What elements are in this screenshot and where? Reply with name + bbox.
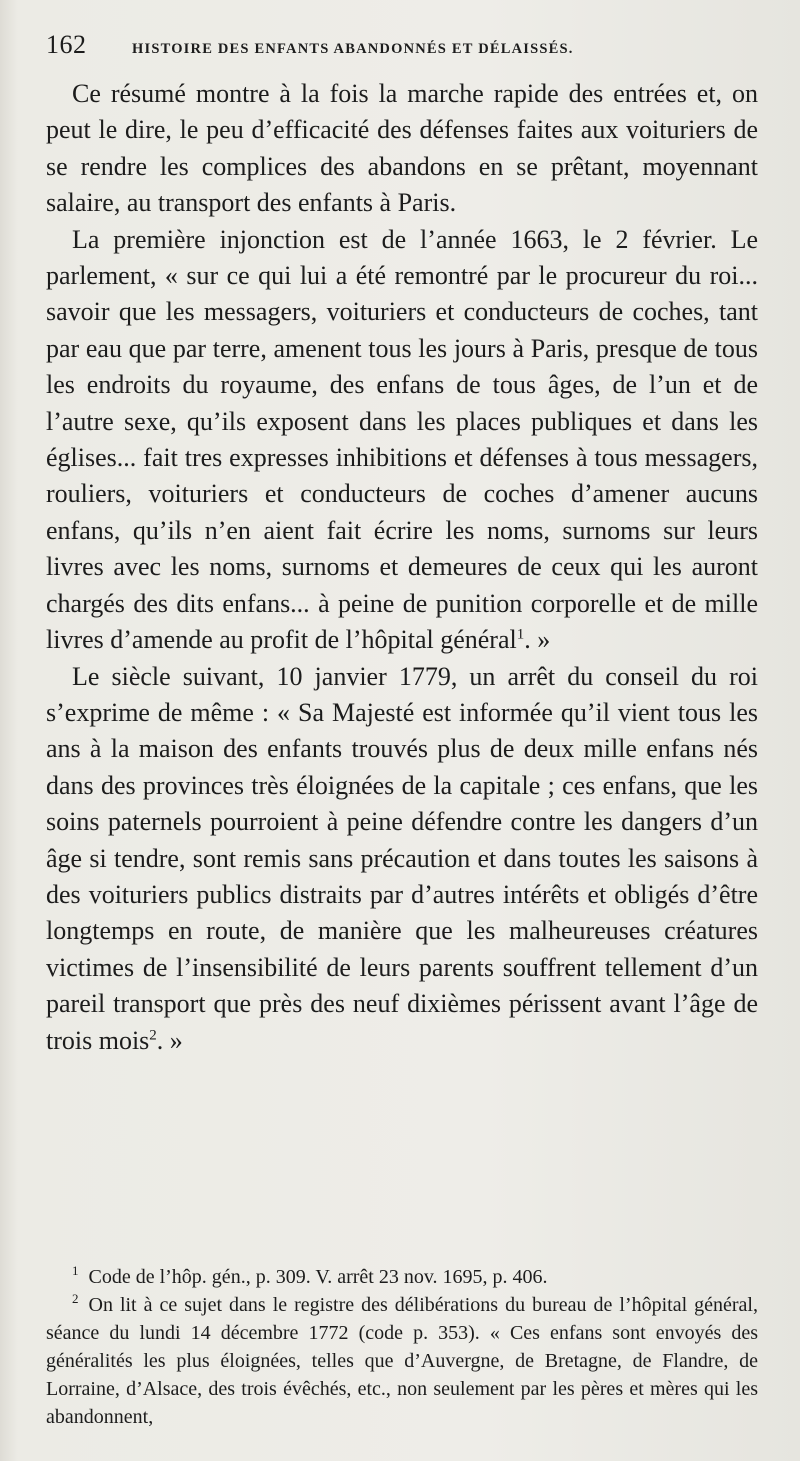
footnotes	[46, 1263, 758, 1431]
footnote-1-mark: 1	[72, 1263, 79, 1279]
running-title: HISTOIRE DES ENFANTS ABANDONNÉS ET DÉLAISSÉS.	[132, 41, 574, 57]
paragraph-2-text: La première injonction est de l’année 1663, le 2 février. Le parlement, « sur ce qui lui a été remontré par le procureur du roi... savoir que les messagers, voituriers et conducteurs de coches, tant par eau que par terre, amenent tous les jours à Paris, presque de tous les endroits du royaume, des enfans de tous âges, de l’un et de l’autre sexe, qu’ils exposent dans les places publiques et dans les églises... fait tres expresses inhibitions et défenses à tous messagers, rouliers, voituriers et conducteurs de coches d’amener aucuns enfans, qu’ils n’en aient fait écrire les noms, surnoms sur leurs livres avec les noms, surnoms et demeures de ceux qui les auront chargés des dits enfans... à peine de punition corporelle et de mille livres d’amende au profit de l’hôpital général	[46, 224, 758, 655]
footnote-1	[46, 1263, 758, 1291]
paragraph-3-tail: . »	[156, 1025, 183, 1055]
page-number: 162	[46, 30, 87, 59]
paragraph-2	[46, 222, 758, 659]
footnote-2-mark: 2	[72, 1291, 79, 1307]
body-text	[46, 76, 758, 1059]
running-head	[46, 30, 758, 70]
paragraph-3-text: Le siècle suivant, 10 janvier 1779, un arrêt du conseil du roi s’exprime de même : « Sa Majesté est informée qu’il vient tous les ans à la maison des enfants trouvés plus de deux mille enfans nés dans des provinces très éloignées de la capitale ; ces enfans, que les soins paternels pourroient à peine défendre contre les dangers d’un âge si tendre, sont remis sans précaution et dans toutes les saisons à des voituriers publics distraits par d’autres intérêts et obligés d’être longtemps en route, de manière que les malheureuses créatures victimes de l’insensibilité de leurs parents souffrent tellement d’un pareil transport que près des neuf dixièmes périssent avant l’âge de trois mois	[46, 661, 758, 1055]
footnote-2-text: On lit à ce sujet dans le registre des délibérations du bureau de l’hôpital général, séance du lundi 14 décembre 1772 (code p. 353). « Ces enfans sont envoyés des généralités les plus éloignées, telles que d’Auvergne, de Bretagne, de Flandre, de Lorraine, d’Alsace, des trois évêchés, etc., non seulement par les pères et mères qui les abandonnent,	[46, 1294, 758, 1428]
paragraph-2-tail: . »	[524, 625, 551, 655]
paragraph-3	[46, 659, 758, 1059]
footnote-ref-1[interactable]: 1	[516, 626, 525, 643]
footnote-2	[46, 1291, 758, 1431]
footnote-ref-2[interactable]: 2	[149, 1026, 157, 1043]
paragraph-1	[46, 76, 758, 222]
paragraph-1-text: Ce résumé montre à la fois la marche rapide des entrées et, on peut le dire, le peu d’efficacité des défenses faites aux voituriers de se rendre les complices des abandons en se prêtant, moyennant salaire, au transport des enfants à Paris.	[46, 79, 758, 218]
footnote-1-text: Code de l’hôp. gén., p. 309. V. arrêt 23 nov. 1695, p. 406.	[88, 1266, 548, 1288]
